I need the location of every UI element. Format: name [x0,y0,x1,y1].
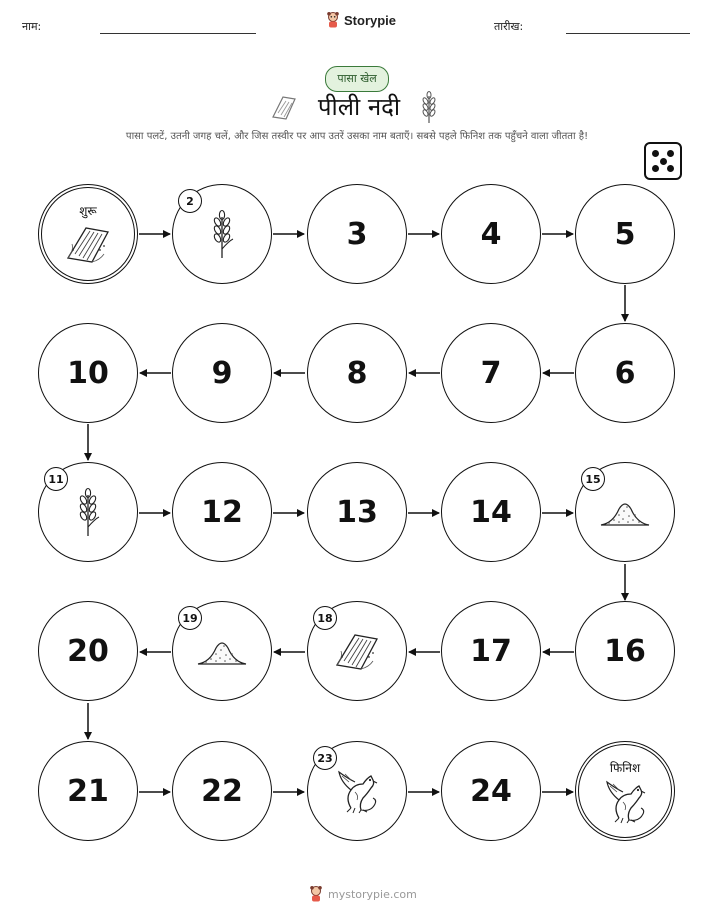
space-number-badge: 19 [178,606,202,630]
instructions: पासा पलटें, उतनी जगह चलें, और जिस तस्वीर पर आप उतरें उसका नाम बताएँ। सबसे पहले फिनिश तक पहुँचने वाला जीतता है! [125,131,589,142]
wheat-icon [73,487,103,537]
board-space-10[interactable] [38,323,138,423]
game-type-pill: पासा खेल [325,66,389,92]
space-number: 3 [346,216,368,252]
board-space-7[interactable] [441,323,541,423]
space-number: 9 [211,355,233,391]
space-number: 21 [67,773,109,809]
start-space[interactable] [38,184,138,284]
space-number: 22 [201,773,243,809]
board-space-15[interactable] [575,462,675,562]
board-space-8[interactable] [307,323,407,423]
space-number-badge: 23 [313,746,337,770]
board-space-21[interactable] [38,741,138,841]
space-number-badge: 2 [178,189,202,213]
river-icon [64,220,112,268]
board-space-14[interactable] [441,462,541,562]
space-number: 17 [470,633,512,669]
board-space-11[interactable] [38,462,138,562]
space-number: 24 [470,773,512,809]
footer-site: mystorypie.com [328,887,417,901]
river-icon [333,627,381,675]
storypie-mascot-icon [309,886,323,902]
space-number: 5 [614,216,636,252]
space-number: 20 [67,633,109,669]
space-number: 14 [470,494,512,530]
board-space-3[interactable] [307,184,407,284]
board-space-18[interactable] [307,601,407,701]
board-space-12[interactable] [172,462,272,562]
brand-name: Storypie [344,12,397,28]
board-space-5[interactable] [575,184,675,284]
date-label: तारीख: [494,20,524,33]
space-number: 10 [67,355,109,391]
board-space-22[interactable] [172,741,272,841]
wheat-icon [207,209,237,259]
space-number: 12 [201,494,243,530]
board-space-6[interactable] [575,323,675,423]
footer [309,886,417,902]
board-space-4[interactable] [441,184,541,284]
board-space-19[interactable] [172,601,272,701]
space-number: 7 [480,355,502,391]
finish-label: फिनिश [609,761,641,775]
space-number: 13 [336,494,378,530]
dragon-icon [601,778,649,824]
space-number-badge: 11 [44,467,68,491]
start-label: शुरू [79,204,97,218]
board-space-23[interactable] [307,741,407,841]
space-number: 6 [614,355,636,391]
space-number: 16 [604,633,646,669]
name-label: नाम: [22,20,42,33]
board-space-24[interactable] [441,741,541,841]
board-space-13[interactable] [307,462,407,562]
finish-space[interactable] [575,741,675,841]
board-space-16[interactable] [575,601,675,701]
space-number: 4 [480,216,502,252]
sand-pile-icon [196,634,248,668]
sand-pile-icon [599,495,651,529]
space-number: 8 [346,355,368,391]
board-space-20[interactable] [38,601,138,701]
space-number-badge: 15 [581,467,605,491]
board-space-9[interactable] [172,323,272,423]
space-number-badge: 18 [313,606,337,630]
dragon-icon [333,768,381,814]
board-space-2[interactable] [172,184,272,284]
board-space-17[interactable] [441,601,541,701]
page-title: पीली नदी [317,93,401,121]
